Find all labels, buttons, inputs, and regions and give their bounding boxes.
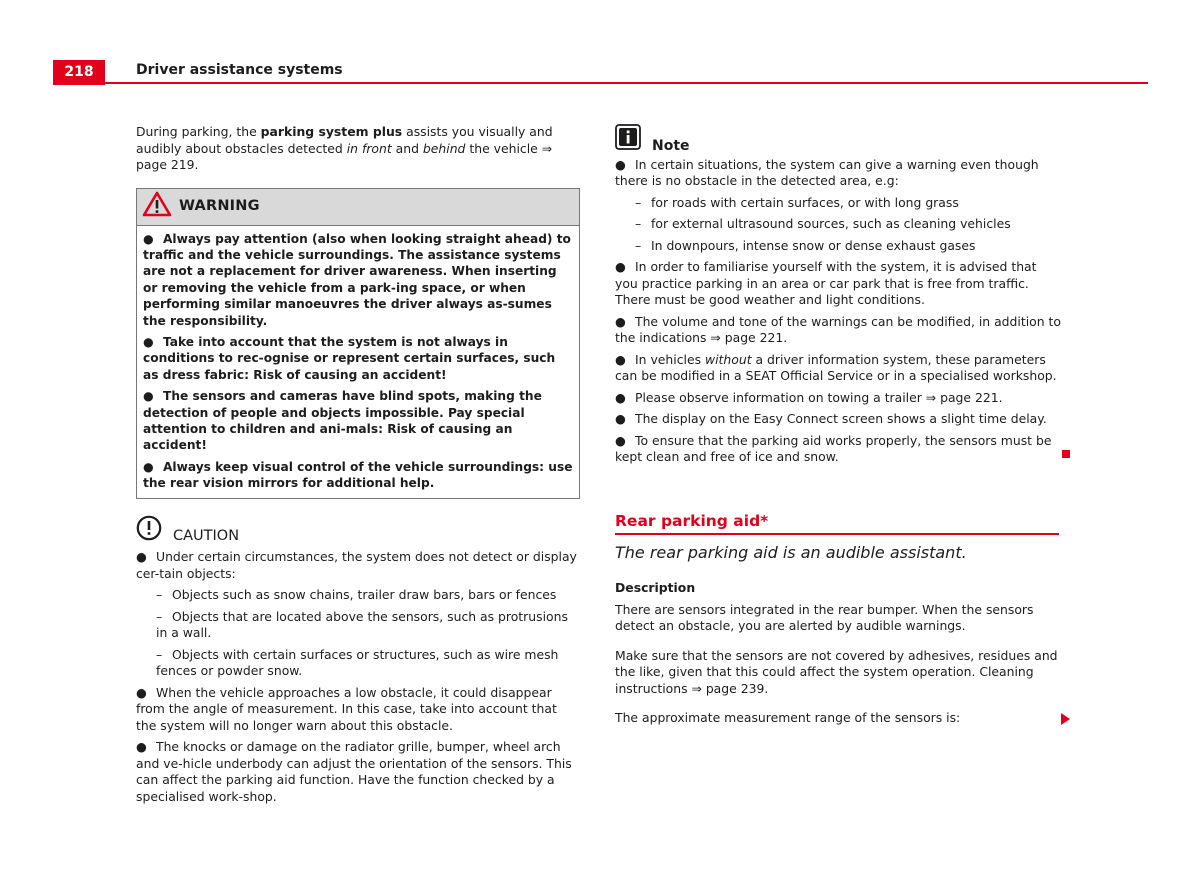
caution-subitem: [136, 587, 580, 604]
bullet-icon: ●: [143, 389, 154, 404]
continue-arrow-icon: [1061, 713, 1070, 725]
note-item: [615, 314, 1061, 347]
dash-icon: –: [635, 216, 642, 231]
caution-subitem: [136, 647, 580, 680]
warning-triangle-icon: [142, 191, 172, 222]
caution-subitem-text: Objects such as snow chains, trailer draw bars, bars or fences: [172, 587, 557, 603]
bullet-icon: ●: [143, 231, 154, 246]
caution-item: [136, 549, 580, 582]
caution-subitem: [136, 609, 580, 642]
intro-paragraph: [136, 124, 580, 174]
warning-item: [143, 388, 573, 454]
caution-item-text: When the vehicle approaches a low obstacle, it could disappear from the angle of measurement. In this case, take into account that the system will no longer warn about this obstacle.: [136, 684, 557, 733]
warning-item: [143, 231, 573, 329]
caution-header: [136, 515, 580, 546]
note-item-text: The display on the Easy Connect screen shows a slight time delay.: [635, 411, 1047, 426]
bullet-icon: ●: [615, 389, 626, 405]
page-number: 218: [53, 60, 105, 85]
caution-title: CAUTION: [173, 527, 240, 544]
exclamation-circle-icon: [136, 515, 162, 546]
note-subitem-text: for roads with certain surfaces, or with long grass: [651, 194, 959, 210]
note-item-text: In vehicles: [635, 351, 705, 367]
right-column: [615, 124, 1061, 471]
intro-italic-term: in front: [346, 140, 392, 156]
caution-item: [136, 739, 580, 805]
dash-icon: –: [156, 587, 163, 603]
warning-item-text: Take into account that the system is not always in conditions to rec-ognise or represent certain surfaces, such as dress fabric: Risk of causing an accident!: [143, 334, 556, 382]
description-paragraph: Make sure that the sensors are not covered by adhesives, residues and the like, given that this could affect the system operation. Cleaning instructions ⇒ page 239.: [615, 647, 1058, 696]
description-block: [615, 580, 1061, 740]
dash-icon: –: [156, 646, 163, 662]
note-title: Note: [652, 138, 690, 154]
note-subitem: [615, 238, 1061, 255]
intro-text: the vehicle ⇒ page 219.: [136, 140, 553, 172]
left-column: [136, 124, 580, 810]
warning-item-text: Always keep visual control of the vehicle surroundings: use the rear vision mirrors for additional help.: [143, 459, 573, 491]
dash-icon: –: [635, 237, 642, 253]
note-item: [615, 259, 1061, 309]
bullet-icon: ●: [136, 684, 147, 700]
running-header-title: Driver assistance systems: [136, 62, 343, 78]
note-subitem: [615, 195, 1061, 212]
caution-item: [136, 685, 580, 735]
note-item-text: Please observe information on towing a trailer ⇒ page 221.: [635, 389, 1003, 405]
note-item-text: In order to familiarise yourself with the system, it is advised that you practice parking in an area or car park that is free from traffic. There must be good weather and light conditions.: [615, 259, 1037, 307]
warning-item: [143, 334, 573, 383]
section-heading: Rear parking aid*: [615, 512, 1059, 535]
note-item-text: The volume and tone of the warnings can be modified, in addition to the indications ⇒ page 221.: [615, 313, 1061, 345]
bullet-icon: ●: [615, 432, 626, 448]
caution-item-text: The knocks or damage on the radiator grille, bumper, wheel arch and ve-hicle underbody can adjust the orientation of the sensors. This can affect the parking aid function. Have the function checked by a specialised work-shop.: [136, 739, 572, 804]
dash-icon: –: [156, 608, 163, 624]
note-item: [615, 390, 1061, 407]
warning-item-text: The sensors and cameras have blind spots, making the detection of people and objects impossible. Pay special attention to children and ani-mals: Risk of causing an accident!: [143, 389, 542, 453]
note-subitem-text: for external ultrasound sources, such as cleaning vehicles: [651, 216, 1011, 231]
bullet-icon: ●: [615, 351, 626, 367]
warning-item-text: Always pay attention (also when looking straight ahead) to traffic and the vehicle surroundings. The assistance systems are not a replacement for driver awareness. When inserting or removing the vehicle from a park-ing space, or when performing similar manoeuvres the driver always as-sumes the responsibility.: [143, 231, 571, 328]
section-end-square-icon: [1062, 450, 1070, 458]
note-header: [615, 124, 1061, 155]
bullet-icon: ●: [143, 459, 154, 474]
description-paragraph: There are sensors integrated in the rear bumper. When the sensors detect an obstacle, you are alerted by audible warnings.: [615, 601, 1034, 633]
note-item: [615, 352, 1061, 385]
note-item: [615, 411, 1061, 428]
description-heading: Description: [615, 580, 696, 595]
intro-italic-term: behind: [422, 140, 466, 156]
intro-text: and: [391, 140, 423, 156]
warning-body: [137, 226, 579, 498]
bullet-icon: ●: [615, 156, 626, 172]
note-item-text: a driver information system, these parameters can be modified in a SEAT Official Service or in a specialised workshop.: [615, 351, 1057, 383]
note-item: [615, 433, 1061, 466]
bullet-icon: ●: [615, 259, 626, 274]
warning-box: [136, 188, 580, 499]
warning-title: WARNING: [179, 198, 260, 215]
intro-text: During parking, the: [136, 124, 261, 139]
bullet-icon: ●: [615, 313, 626, 329]
bullet-icon: ●: [136, 549, 147, 565]
info-icon: [615, 124, 641, 155]
section-lead: The rear parking aid is an audible assistant.: [615, 543, 967, 562]
intro-text: assists you visually and audibly about obstacles detected: [136, 124, 553, 156]
description-paragraph: The approximate measurement range of the sensors is:: [615, 710, 961, 725]
bullet-icon: ●: [136, 739, 147, 755]
bullet-icon: ●: [143, 334, 154, 349]
intro-bold-term: parking system plus: [260, 124, 403, 139]
note-item-text: To ensure that the parking aid works properly, the sensors must be kept clean and free of ice and snow.: [615, 432, 1052, 464]
dash-icon: –: [635, 194, 642, 210]
warning-header: [137, 189, 579, 226]
note-italic-term: without: [704, 351, 752, 367]
caution-item-text: Under certain circumstances, the system does not detect or display cer-tain objects:: [136, 549, 577, 581]
caution-subitem-text: Objects that are located above the sensors, such as protrusions in a wall.: [156, 608, 568, 641]
bullet-icon: ●: [615, 411, 626, 426]
warning-item: [143, 459, 573, 492]
note-subitem: [615, 216, 1061, 233]
header-rule: [105, 82, 1148, 84]
note-subitem-text: In downpours, intense snow or dense exhaust gases: [651, 237, 976, 253]
note-item-text: In certain situations, the system can give a warning even though there is no obstacle in the detected area, e.g:: [615, 156, 1039, 188]
note-item: [615, 157, 1061, 190]
caution-subitem-text: Objects with certain surfaces or structures, such as wire mesh fences or powder snow.: [156, 646, 559, 679]
